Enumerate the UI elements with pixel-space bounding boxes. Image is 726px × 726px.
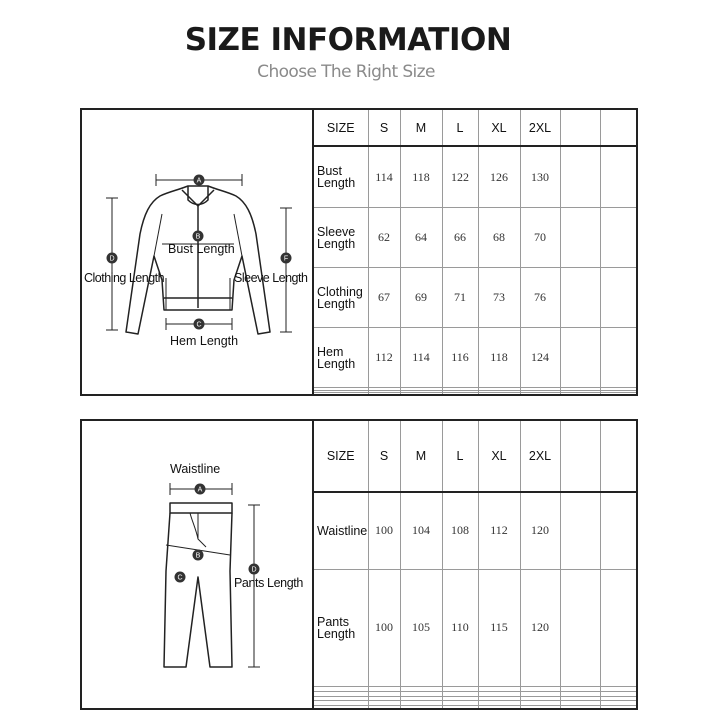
measurement-cell: 100 xyxy=(368,492,400,570)
size-column-header xyxy=(600,421,636,492)
row-label-cell: Bust Length xyxy=(314,146,368,207)
measurement-cell: 64 xyxy=(400,207,442,267)
measurement-cell: 120 xyxy=(520,492,560,570)
table-row xyxy=(314,393,636,394)
measurement-cell: 100 xyxy=(368,569,400,687)
table-row xyxy=(314,706,636,708)
measurement-cell xyxy=(520,393,560,394)
measurement-cell: 120 xyxy=(520,569,560,687)
size-column-header: 2XL xyxy=(520,110,560,146)
measurement-cell xyxy=(478,706,520,708)
measurement-cell: 70 xyxy=(520,207,560,267)
measurement-cell xyxy=(600,328,636,388)
marker-d-text: D xyxy=(109,255,115,263)
size-column-header: XL xyxy=(478,110,520,146)
clothing-length-label: Clothing Length xyxy=(84,271,165,285)
size-column-header: S xyxy=(368,421,400,492)
measurement-cell: 114 xyxy=(400,328,442,388)
measurement-cell xyxy=(442,393,478,394)
pants-length-label: Pants Length xyxy=(234,576,303,590)
size-header-cell: SIZE xyxy=(314,421,368,492)
table-header-row xyxy=(314,421,636,492)
table-row xyxy=(314,146,636,207)
measurement-cell: 67 xyxy=(368,268,400,328)
marker-c-text: C xyxy=(177,574,183,582)
measurement-cell: 108 xyxy=(442,492,478,570)
row-label-cell: Hem Length xyxy=(314,328,368,388)
measurement-cell xyxy=(560,706,600,708)
marker-f-text: F xyxy=(283,255,289,263)
measurement-cell: 118 xyxy=(400,146,442,207)
size-column-header: L xyxy=(442,110,478,146)
measurement-cell: 118 xyxy=(478,328,520,388)
measurement-cell: 112 xyxy=(478,492,520,570)
measurement-cell xyxy=(478,393,520,394)
size-column-header: M xyxy=(400,110,442,146)
measurement-cell: 76 xyxy=(520,268,560,328)
hem-length-label: Hem Length xyxy=(170,334,239,348)
measurement-cell: 68 xyxy=(478,207,520,267)
measurement-cell xyxy=(520,706,560,708)
jacket-size-panel xyxy=(80,108,638,396)
table-row xyxy=(314,268,636,328)
measurement-cell xyxy=(600,706,636,708)
row-label-cell xyxy=(314,706,368,708)
measurement-cell xyxy=(560,268,600,328)
measurement-cell: 71 xyxy=(442,268,478,328)
measurement-cell: 126 xyxy=(478,146,520,207)
measurement-cell xyxy=(400,706,442,708)
measurement-cell xyxy=(600,207,636,267)
page-subtitle: Choose The Right Size xyxy=(257,62,435,82)
measurement-cell xyxy=(442,706,478,708)
pants-size-panel xyxy=(80,419,638,710)
jacket-size-table xyxy=(314,110,636,394)
page-title: SIZE INFORMATION xyxy=(184,22,512,58)
measurement-cell xyxy=(400,393,442,394)
row-label-cell: Sleeve Length xyxy=(314,207,368,267)
measurement-cell: 73 xyxy=(478,268,520,328)
size-column-header: 2XL xyxy=(520,421,560,492)
measurement-cell: 69 xyxy=(400,268,442,328)
measurement-cell xyxy=(600,268,636,328)
table-row xyxy=(314,492,636,570)
marker-d-text: D xyxy=(251,566,257,574)
size-column-header xyxy=(560,421,600,492)
measurement-cell: 124 xyxy=(520,328,560,388)
measurement-cell: 122 xyxy=(442,146,478,207)
row-label-cell: Pants Length xyxy=(314,569,368,687)
measurement-cell: 130 xyxy=(520,146,560,207)
sleeve-length-label: Sleeve Length xyxy=(234,271,308,285)
measurement-cell: 62 xyxy=(368,207,400,267)
measurement-cell xyxy=(560,146,600,207)
measurement-cell: 112 xyxy=(368,328,400,388)
table-row xyxy=(314,207,636,267)
table-row xyxy=(314,569,636,687)
measurement-cell xyxy=(368,706,400,708)
row-label-cell: Waistline xyxy=(314,492,368,570)
table-header-row xyxy=(314,110,636,146)
measurement-cell xyxy=(560,207,600,267)
measurement-cell xyxy=(560,569,600,687)
measurement-cell: 104 xyxy=(400,492,442,570)
measurement-cell xyxy=(560,492,600,570)
measurement-cell: 115 xyxy=(478,569,520,687)
size-column-header xyxy=(600,110,636,146)
pants-illustration xyxy=(82,421,314,708)
measurement-cell: 110 xyxy=(442,569,478,687)
marker-b-text: B xyxy=(195,233,201,241)
table-row xyxy=(314,328,636,388)
measurement-cell xyxy=(600,569,636,687)
measurement-cell: 105 xyxy=(400,569,442,687)
size-column-header xyxy=(560,110,600,146)
measurement-cell xyxy=(600,393,636,394)
measurement-cell xyxy=(600,146,636,207)
bust-length-label: Bust Length xyxy=(168,242,235,256)
size-column-header: S xyxy=(368,110,400,146)
pants-size-table xyxy=(314,421,636,708)
measurement-cell xyxy=(560,328,600,388)
marker-a-text: A xyxy=(197,486,203,494)
measurement-cell: 66 xyxy=(442,207,478,267)
measurement-cell xyxy=(368,393,400,394)
measurement-cell xyxy=(560,393,600,394)
measurement-cell xyxy=(600,492,636,570)
marker-a-text: A xyxy=(196,177,202,185)
jacket-illustration xyxy=(82,110,314,394)
row-label-cell xyxy=(314,393,368,394)
row-label-cell: Clothing Length xyxy=(314,268,368,328)
size-column-header: L xyxy=(442,421,478,492)
measurement-cell: 116 xyxy=(442,328,478,388)
size-column-header: M xyxy=(400,421,442,492)
size-header-cell: SIZE xyxy=(314,110,368,146)
measurement-cell: 114 xyxy=(368,146,400,207)
marker-b-text: B xyxy=(195,552,201,560)
size-column-header: XL xyxy=(478,421,520,492)
marker-c-text: C xyxy=(196,321,202,329)
waistline-label: Waistline xyxy=(170,462,221,476)
